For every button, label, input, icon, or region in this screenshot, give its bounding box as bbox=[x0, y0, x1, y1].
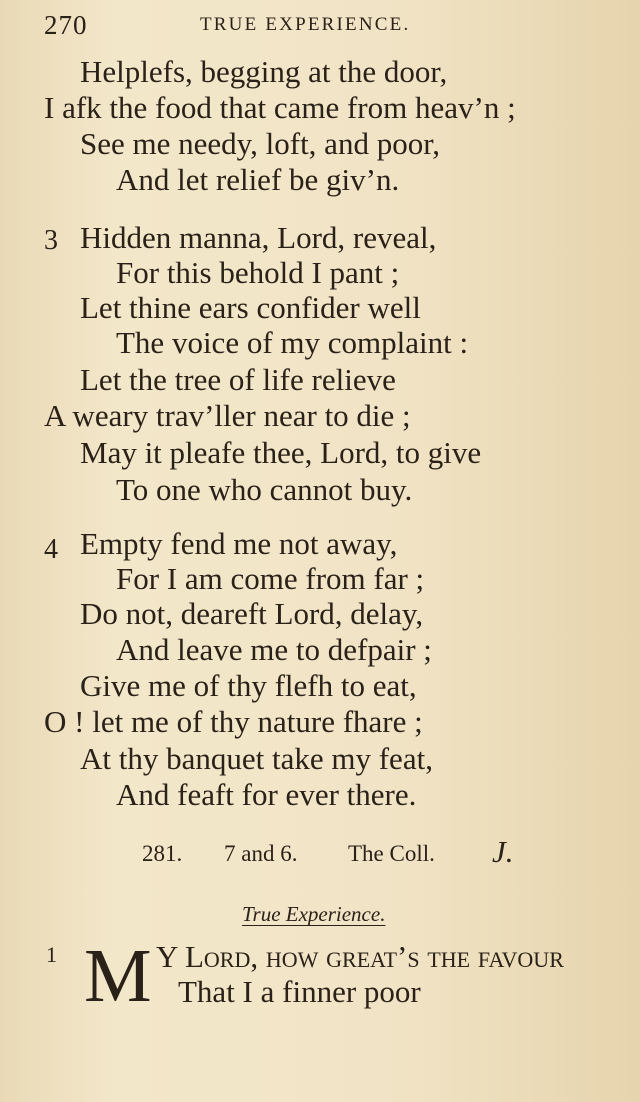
verse-line: Helplefs, begging at the door, bbox=[80, 54, 448, 89]
verse-line: To one who cannot buy. bbox=[116, 472, 413, 507]
hymn-meter: 7 and 6. bbox=[224, 841, 298, 866]
verse-line: O ! let me of thy nature fhare ; bbox=[44, 704, 423, 739]
verse-line: Let the tree of life relieve bbox=[80, 362, 396, 397]
hymn-author: J. bbox=[492, 834, 514, 869]
verse-line: Y Lord, how great’s the favour bbox=[156, 939, 564, 974]
stanza-number: 1 bbox=[46, 942, 57, 967]
verse-line: Empty fend me not away, bbox=[80, 526, 398, 561]
stanza-number: 4 bbox=[44, 534, 58, 565]
verse-line: Give me of thy flefh to eat, bbox=[80, 668, 417, 703]
verse-line: Hidden manna, Lord, reveal, bbox=[80, 220, 437, 255]
verse-line: For this behold I pant ; bbox=[116, 255, 400, 290]
hymn-subtitle: True Experience. bbox=[242, 902, 386, 926]
verse-line: The voice of my complaint : bbox=[116, 325, 469, 360]
verse-line: See me needy, loft, and poor, bbox=[80, 126, 441, 161]
hymn-number: 281. bbox=[142, 841, 183, 866]
verse-line: Let thine ears confider well bbox=[80, 290, 421, 325]
page-number: 270 bbox=[44, 10, 88, 40]
drop-cap: M bbox=[84, 934, 152, 1018]
verse-line: I afk the food that came from heav’n ; bbox=[44, 90, 516, 125]
verse-line: A weary trav’ller near to die ; bbox=[44, 398, 411, 433]
verse-line: That I a finner poor bbox=[178, 974, 421, 1009]
verse-line: And let relief be giv’n. bbox=[116, 162, 400, 197]
verse-line: And leave me to defpair ; bbox=[116, 632, 432, 667]
verse-line: At thy banquet take my feat, bbox=[80, 741, 433, 776]
running-head: TRUE EXPERIENCE. bbox=[200, 14, 411, 35]
verse-line: Do not, deareft Lord, delay, bbox=[80, 596, 424, 631]
verse-line: May it pleafe thee, Lord, to give bbox=[80, 435, 482, 470]
verse-line: For I am come from far ; bbox=[116, 561, 425, 596]
verse-line: And feaft for ever there. bbox=[116, 777, 417, 812]
stanza-number: 3 bbox=[44, 225, 58, 256]
hymn-tune: The Coll. bbox=[348, 841, 435, 866]
